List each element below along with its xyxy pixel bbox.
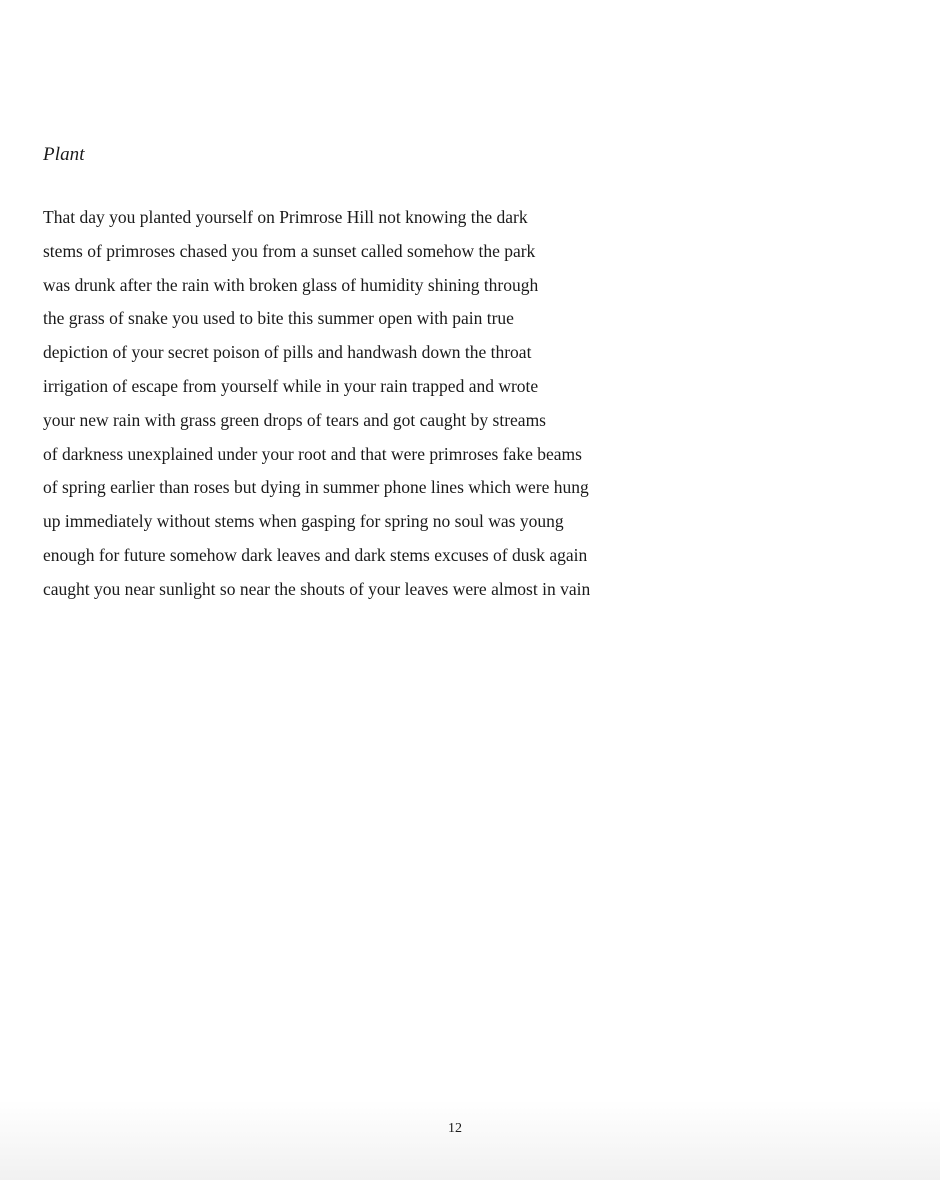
poem-line: enough for future somehow dark leaves and dark stems excuses of dusk again	[43, 544, 588, 565]
poem-line: irrigation of escape from yourself while in your rain trapped and wrote	[43, 375, 539, 396]
poem-line: That day you planted yourself on Primrose Hill not knowing the dark	[43, 207, 528, 227]
poem-line: stems of primroses chased you from a sunset called somehow the park	[43, 240, 536, 261]
poem-line: your new rain with grass green drops of tears and got caught by streams	[43, 409, 546, 430]
poem-line: of darkness unexplained under your root and that were primroses fake beams	[43, 443, 582, 464]
poem-title: Plant	[43, 144, 85, 165]
poem-body	[43, 201, 683, 607]
poem-line: of spring earlier than roses but dying in summer phone lines which were hung	[43, 477, 589, 498]
page-number: 12	[448, 1121, 462, 1136]
poem-line: up immediately without stems when gasping for spring no soul was young	[43, 511, 564, 532]
poem-line: the grass of snake you used to bite this summer open with pain true	[43, 308, 514, 329]
poem-line: was drunk after the rain with broken glass of humidity shining through	[43, 274, 539, 295]
poem-line: caught you near sunlight so near the shouts of your leaves were almost in vain	[43, 578, 591, 599]
poem-line: depiction of your secret poison of pills and handwash down the throat	[43, 342, 532, 363]
